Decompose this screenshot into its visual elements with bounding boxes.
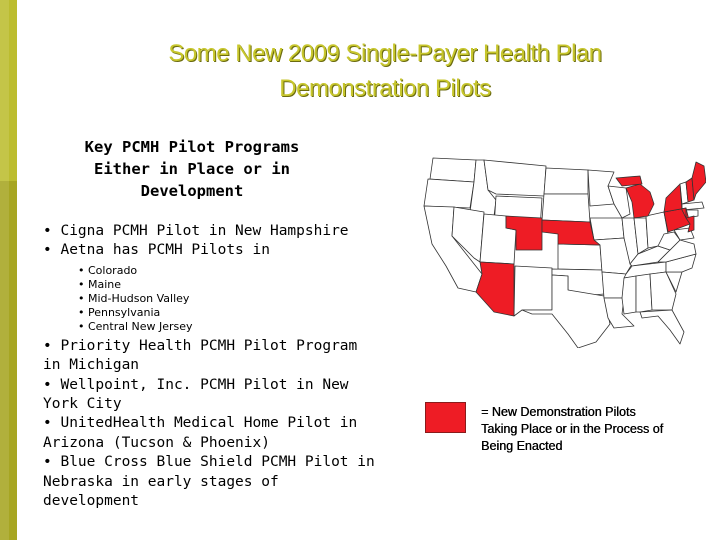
map-state-michigan-upper (616, 176, 642, 186)
map-state-oregon (424, 179, 474, 208)
map-state-new-mexico (514, 266, 552, 316)
map-state-montana (484, 160, 546, 196)
bullet-united-line-2: Arizona (Tucson & Phoenix) (43, 434, 270, 451)
aetna-sub-list (78, 264, 363, 334)
key-heading-line-2: Either in Place or in (94, 160, 290, 178)
map-state-mississippi (622, 276, 636, 314)
aetna-sub-item: • Pennsylvania (78, 305, 161, 319)
bullet-wellpoint-line-2: York City (43, 396, 122, 413)
aetna-sub-item: • Central New Jersey (78, 319, 193, 333)
legend-line-2: Taking Place or in the Process of (481, 422, 664, 436)
bullet-aetna: • Aetna has PCMH Pilots in (43, 242, 270, 259)
map-state-maine (692, 162, 706, 200)
bullet-bluecross-line-3: development (43, 493, 140, 510)
map-state-south-dakota (542, 194, 590, 222)
legend-text (481, 404, 711, 455)
us-map (418, 154, 706, 348)
key-heading-line-3: Development (140, 182, 244, 200)
bullet-united-line-1: • UnitedHealth Medical Home Pilot in (43, 415, 358, 432)
map-state-arizona (476, 262, 514, 316)
key-heading-line-1: Key PCMH Pilot Programs (84, 138, 300, 156)
legend-line-1: = New Demonstration Pilots (481, 405, 636, 419)
sidebar-accent-band (0, 0, 17, 540)
slide-title-line-2: Demonstration Pilots (279, 75, 491, 102)
map-state-alabama (636, 274, 652, 312)
map-state-kansas (558, 244, 602, 270)
aetna-sub-item: • Maine (78, 277, 122, 291)
bullet-cigna: • Cigna PCMH Pilot in New Hampshire (43, 223, 349, 239)
map-state-florida (640, 310, 684, 344)
aetna-sub-item: • Mid-Hudson Valley (78, 291, 190, 305)
bullet-bluecross-line-1: • Blue Cross Blue Shield PCMH Pilot in (43, 454, 375, 471)
bullet-priority-line-1: • Priority Health PCMH Pilot Program (43, 337, 358, 354)
bullet-wellpoint-line-1: • Wellpoint, Inc. PCMH Pilot in New (43, 376, 349, 393)
key-programs-heading (44, 136, 340, 202)
slide-title (120, 36, 650, 106)
bullet-bluecross-line-2: Nebraska in early stages of (43, 473, 279, 490)
map-state-washington (430, 158, 476, 182)
legend-swatch (425, 402, 466, 433)
map-state-north-dakota (544, 168, 588, 194)
slide-title-line-1: Some New 2009 Single-Payer Health Plan (168, 40, 602, 67)
legend-line-3: Being Enacted (481, 439, 563, 453)
map-state-iowa (590, 218, 624, 240)
aetna-sub-item: • Colorado (78, 263, 138, 277)
pilot-program-list (43, 222, 375, 511)
sidebar-band-highlight (0, 0, 9, 540)
bullet-priority-line-2: in Michigan (43, 357, 140, 374)
